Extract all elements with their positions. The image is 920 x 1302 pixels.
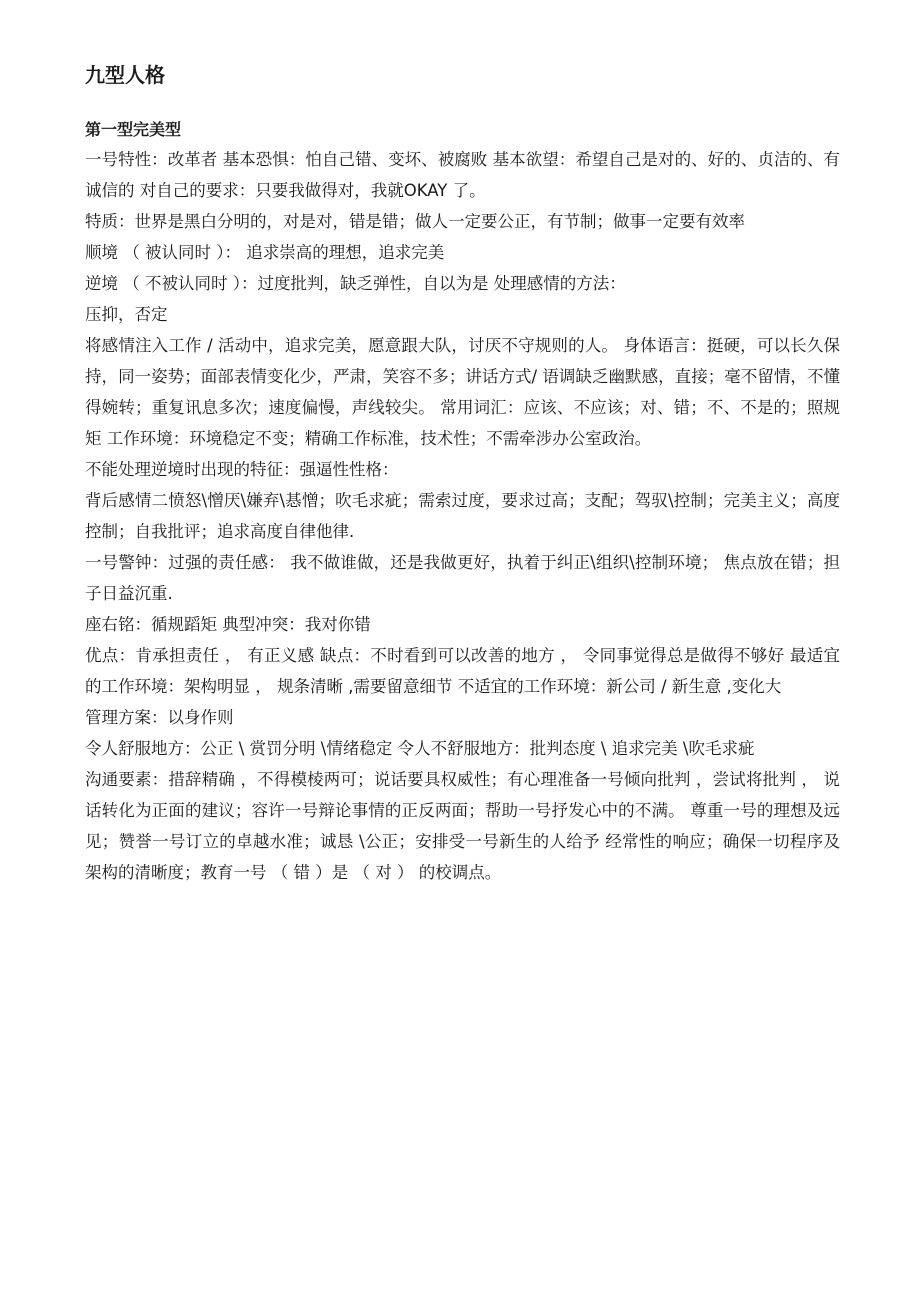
- paragraph-adversity-traits: 不能处理逆境时出现的特征：强逼性性格：: [85, 460, 399, 479]
- paragraph-communication: 沟通要素：措辞精确 ，不得模棱两可；说话要具权威性；有心理准备一号倾向批判 ，尝试将批判 ， 说话转化为正面的建议；容许一号辩论事情的正反两面；帮助一号抒发心中的不满。 尊重一号的理想及远见；赞誉一号订立的卓越水准；诚恳 \公正；安排受一号新生的人给予 经常性的响应；确保一切程序及架构的清晰度；教育一号 （ 错 ）是 （ 对 ） 的校调点。: [85, 770, 840, 882]
- paragraph-qualities: 特质：世界是黑白分明的，对是对，错是错；做人一定要公正，有节制；做事一定要有效率: [85, 212, 745, 231]
- paragraph-warning-bell: 一号警钟：过强的责任感： 我不做谁做，还是我做更好，执着于纠正\组织\控制环境； 焦点放在错；担子日益沉重.: [85, 553, 840, 603]
- paragraph-comfort: 令人舒服地方：公正 \ 赏罚分明 \情绪稳定 令人不舒服地方：批判态度 \ 追求完美 \吹毛求疵: [85, 739, 755, 758]
- paragraph-strengths-weaknesses: 优点：肯承担责任 ， 有正义感 缺点：不时看到可以改善的地方 ， 令同事觉得总是做得不够好 最适宜的工作环境：架构明显 ， 规条清晰 ,需要留意细节 不适宜的工作环境：新公司 / 新生意 ,变化大: [85, 646, 840, 696]
- paragraph-adverse-conditions: 逆境 （ 不被认同时 ）：过度批判，缺乏弹性，自以为是 处理感情的方法：: [85, 274, 626, 293]
- paragraph-type-one-traits: 一号特性：改革者 基本恐惧：怕自己错、变坏、被腐败 基本欲望：希望自己是对的、好的、贞洁的、有诚信的 对自己的要求：只要我做得对，我就OKAY 了。: [85, 150, 840, 200]
- paragraph-emotion-handling: 压抑，否定: [85, 305, 168, 324]
- paragraph-motto: 座右铭：循规蹈矩 典型冲突：我对你错: [85, 615, 371, 634]
- document-title: 九型人格: [85, 63, 165, 87]
- paragraph-management: 管理方案：以身作则: [85, 708, 234, 727]
- paragraph-body-language: 将感情注入工作 / 活动中，追求完美，愿意跟大队，讨厌不守规则的人。 身体语言：挺硬，可以长久保持，同一姿势；面部表情变化少，严肃，笑容不多；讲话方式/ 语调缺乏幽默感，直接；毫不留情，不懂得婉转；重复讯息多次；速度偏慢，声线较尖。 常用词汇：应该、不应该；对、错；不、不是的；照规矩 工作环境：环境稳定不变；精确工作标准，技术性；不需牵涉办公室政治。: [85, 336, 840, 448]
- document-page: [85, 60, 840, 888]
- section-heading: 第一型完美型: [85, 120, 182, 139]
- paragraph-hidden-emotions: 背后感情二愤怒\憎厌\嫌弃\惎憎；吹毛求疵；需索过度，要求过高；支配；驾驭\控制；完美主义；高度控制；自我批评；追求高度自律他律.: [85, 491, 840, 541]
- paragraph-favorable-conditions: 顺境 （ 被认同时 ）： 追求崇高的理想，追求完美: [85, 243, 445, 262]
